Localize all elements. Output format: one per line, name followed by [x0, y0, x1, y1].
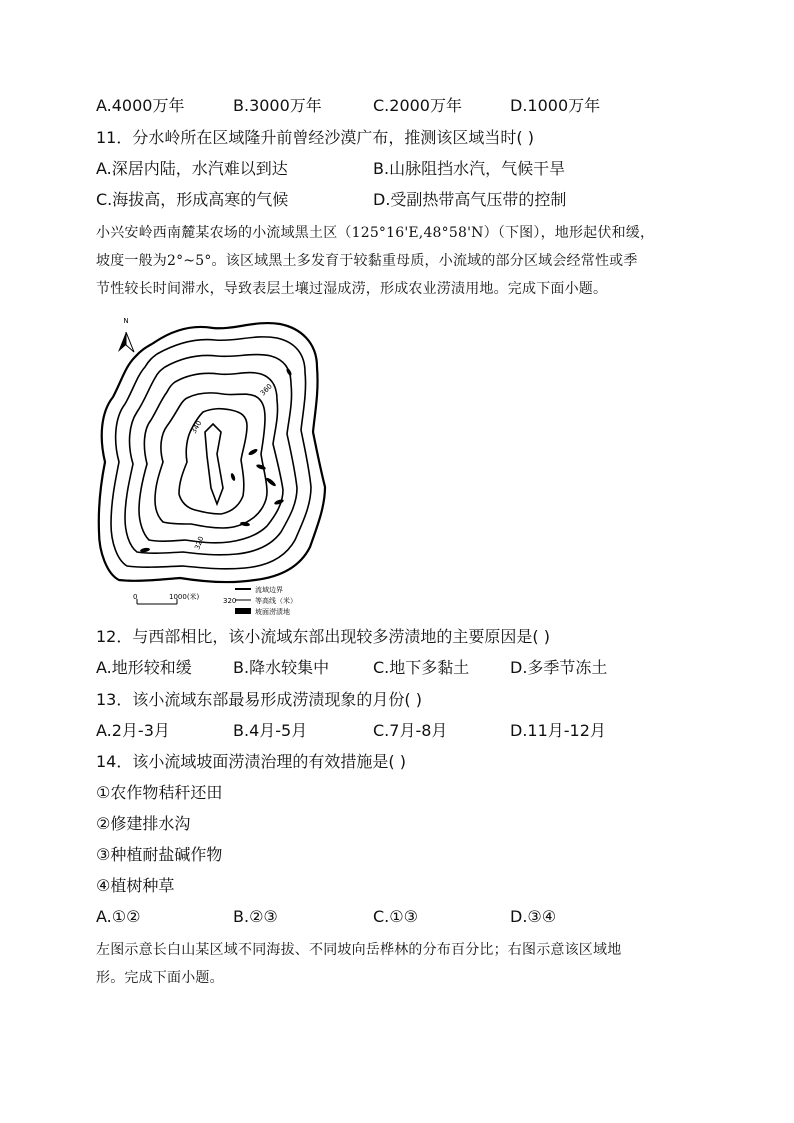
- q11-option-c: C.海拔高，形成高寒的气候: [96, 190, 289, 209]
- scale-zero: 0: [133, 593, 138, 601]
- q11-option-a: A.深居内陆，水汽难以到达: [96, 159, 288, 178]
- q14-item-3: ③种植耐盐碱作物: [96, 845, 223, 864]
- q14-option-b: B.②③: [233, 907, 278, 926]
- q14-option-c: C.①③: [373, 907, 418, 926]
- q12-option-a: A.地形较和缓: [96, 658, 192, 677]
- q12-options: [96, 657, 716, 679]
- q12-option-b: B.降水较集中: [233, 658, 330, 677]
- legend-contour-label: 等高线（米）: [255, 597, 297, 605]
- q10-option-b: B.3000万年: [233, 96, 322, 115]
- q12-stem: 12．与西部相比，该小流域东部出现较多涝渍地的主要原因是( ): [96, 627, 550, 646]
- q11-options-row1: [96, 158, 716, 180]
- north-label: N: [123, 317, 129, 325]
- contour-lines: [111, 337, 311, 569]
- q14-options: [96, 906, 716, 928]
- contour-label-320: 320: [193, 535, 206, 551]
- contour-label-360: 360: [258, 382, 274, 398]
- q13-option-d: D.11月-12月: [510, 721, 606, 740]
- contour-label-340: 340: [189, 419, 204, 435]
- passage-line: 左图示意长白山某区域不同海拔、不同坡向岳桦林的分布百分比；右图示意该区域地: [96, 942, 622, 958]
- legend-contour-key: 320: [223, 597, 237, 605]
- q14-stem: 14．该小流域坡面涝渍治理的有效措施是( ): [96, 752, 406, 771]
- passage-line: 形。完成下面小题。: [96, 970, 224, 986]
- north-arrow-icon: [118, 317, 134, 352]
- map-legend: [223, 585, 297, 616]
- q14-item-2: ②修建排水沟: [96, 814, 191, 833]
- watershed-contour-map: [95, 312, 335, 624]
- legend-waterlogged-label: 坡面涝渍地: [255, 608, 290, 616]
- q10-option-c: C.2000万年: [373, 96, 462, 115]
- legend-boundary-label: 流域边界: [255, 586, 283, 594]
- q11-stem: 11．分水岭所在区域隆升前曾经沙漠广布，推测该区域当时( ): [96, 128, 534, 147]
- q10-option-a: A.4000万年: [96, 96, 185, 115]
- q14-option-a: A.①②: [96, 907, 141, 926]
- q10-options: [96, 95, 716, 117]
- q13-stem: 13．该小流域东部最易形成涝渍现象的月份( ): [96, 690, 422, 709]
- q14-item-4: ④植树种草: [96, 876, 175, 895]
- q11-options-row2: [96, 189, 716, 211]
- passage-line: 坡度一般为2°~5°。该区域黑土多发育于较黏重母质，小流域的部分区域会经常性或季: [96, 253, 638, 269]
- passage-birch-forest: [96, 936, 706, 992]
- q13-option-b: B.4月-5月: [233, 721, 308, 740]
- q14-option-d: D.③④: [510, 907, 557, 926]
- q13-option-a: A.2月-3月: [96, 721, 170, 740]
- q12-option-d: D.多季节冻土: [510, 658, 608, 677]
- q12-option-c: C.地下多黏土: [373, 658, 470, 677]
- passage-line: 小兴安岭西南麓某农场的小流域黑土区（125°16'E,48°58'N）（下图），地形起伏和缓，: [96, 225, 655, 241]
- passage-line: 节性较长时间滞水，导致表层土壤过湿成涝，形成农业涝渍用地。完成下面小题。: [96, 281, 608, 297]
- q14-item-1: ①农作物秸秆还田: [96, 783, 223, 802]
- q13-options: [96, 720, 716, 742]
- scale-bar: [133, 592, 200, 604]
- q11-option-b: B.山脉阻挡水汽，气候干旱: [373, 159, 566, 178]
- q11-option-d: D.受副热带高气压带的控制: [373, 190, 567, 209]
- q10-option-d: D.1000万年: [510, 96, 601, 115]
- q13-option-c: C.7月-8月: [373, 721, 448, 740]
- passage-watershed: [96, 219, 706, 303]
- scale-length: 1000(米): [169, 593, 200, 601]
